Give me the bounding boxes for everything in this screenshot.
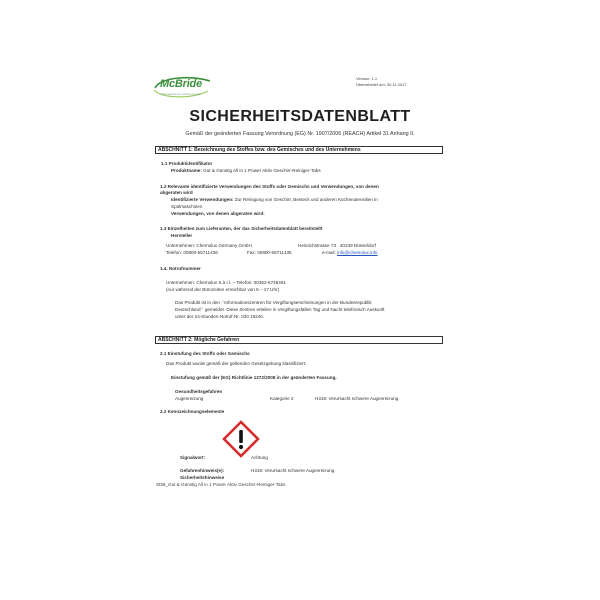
manufacturer-label: Hersteller <box>171 233 193 238</box>
revision-date: Überarbeitet am: 30.11.2017 <box>356 82 407 87</box>
identified-uses-row <box>171 197 378 203</box>
s22-title: 2.2 Kennzeichnungselemente <box>160 409 225 414</box>
product-label: Produktname: <box>171 168 202 173</box>
emergency-line1: Unternehmen: Chemolux S.à r.l. – Telefon: 00352-5748491 <box>166 280 286 285</box>
version-info <box>356 76 407 88</box>
notice-line3: unter der 24-Stunden-Notruf-Nr. 030 19240. <box>175 314 265 319</box>
logo-tagline: Fabricantes de marca privada <box>161 92 201 96</box>
hazard-name: Augenreizung <box>175 396 204 401</box>
hazard-notes-value: H319: Verursacht schwere Augenreizung. <box>251 468 336 473</box>
advised-against-label: Verwendungen, von denen abgeraten wird: <box>171 211 265 216</box>
logo-wordmark: McBride <box>160 78 202 90</box>
signal-word-value: Achtung <box>251 455 268 460</box>
uses-value-line2: Spülmaschinen <box>171 204 203 209</box>
safety-notes-label: Sicherheitshinweise <box>180 475 225 480</box>
s21-title: 2.1 Einstufung des Stoffs oder Gemischs <box>160 351 250 356</box>
company-phone: Telefon: 00800-55711436 <box>166 250 218 255</box>
hazard-statement: H319: Verursacht schwere Augenreizung. <box>315 396 400 401</box>
page-title: SICHERHEITSDATENBLATT <box>189 108 411 125</box>
document-footer: SDB_Gut & Günstig All in 1 Power Aktiv Geschirr-Reiniger-Tabs <box>156 482 286 487</box>
emergency-line2: (nur während der Bürozeiten erreichbar von 8 – 17 Uhr) <box>166 287 280 292</box>
notice-line2: Deutschland`` gemeldet. Diese Zentren erteilen in Vergiftungsfällen Tag und Nacht telefonisch Auskunft <box>175 307 385 312</box>
s21-text: Das Produkt wurde gemäß der geltenden Gesetzgebung klassifiziert: <box>166 361 307 366</box>
product-value: Gut & Günstig All in 1 Power Aktiv Geschirr-Reiniger-Tabs <box>203 168 321 173</box>
signal-word-label: Signalwort: <box>180 455 206 460</box>
uses-label: Identifizierte Verwendungen: <box>171 197 234 202</box>
s12-title-line2: abgeraten wird <box>160 190 193 195</box>
section-1-header: ABSCHNITT 1: Bezeichnung des Stoffes bzw. des Gemisches und des Unternehmens <box>155 146 443 154</box>
company-address: Heinrichstrasse 73 . 40239 Düsseldorf <box>298 243 376 248</box>
product-name-row <box>171 168 321 174</box>
s12-title-line1: 1.2 Relevante identifizierte Verwendungen des Stoffs oder Gemischs und Verwendungen, von denen <box>160 184 379 189</box>
email-label: e-mail: <box>322 250 336 255</box>
email-row <box>322 250 378 256</box>
health-hazards-title: Gesundheitsgefahren <box>175 389 223 394</box>
hazard-category: Kategorie 2 <box>270 396 294 401</box>
notice-line1: Das Produkt ist in den ``Informationszentren für Vergiftungserscheinungen in der Bundesrepublik <box>175 300 372 305</box>
email-link[interactable]: info@chemolux.info <box>337 250 378 255</box>
section-2-header: ABSCHNITT 2: Mögliche Gefahren <box>155 336 443 344</box>
uses-value: Zur Reinigung von Geschirr, Besteck und anderen Küchenutensilien in <box>234 197 378 202</box>
s11-title: 1.1 Produktidentifikator <box>161 161 213 166</box>
mcbride-logo <box>152 75 214 101</box>
classification-title: Einstufung gemäß der (EG) Richtlinie 1272/2008 in der geänderten Fassung. <box>171 375 337 380</box>
hazard-notes-label: Gefahrenhinweis(e): <box>180 468 225 473</box>
company-fax: Fax: 00800-55711435 <box>247 250 292 255</box>
s14-title: 1.4. Notrufnummer <box>160 266 201 271</box>
page-subtitle: Gemäß der geänderten Fassung Verordnung (EG) Nr. 1907/2006 (REACH) Artikel 31 Anhang II. <box>185 131 415 137</box>
company-name: Unternehmen: Chemolux Germany GmbH <box>166 243 252 248</box>
s13-title: 1.3 Einzelheiten zum Lieferanten, der das Sicherheitsdatenblatt bereitstellt <box>160 226 323 231</box>
version-number: Version: 1.1 <box>356 76 378 81</box>
